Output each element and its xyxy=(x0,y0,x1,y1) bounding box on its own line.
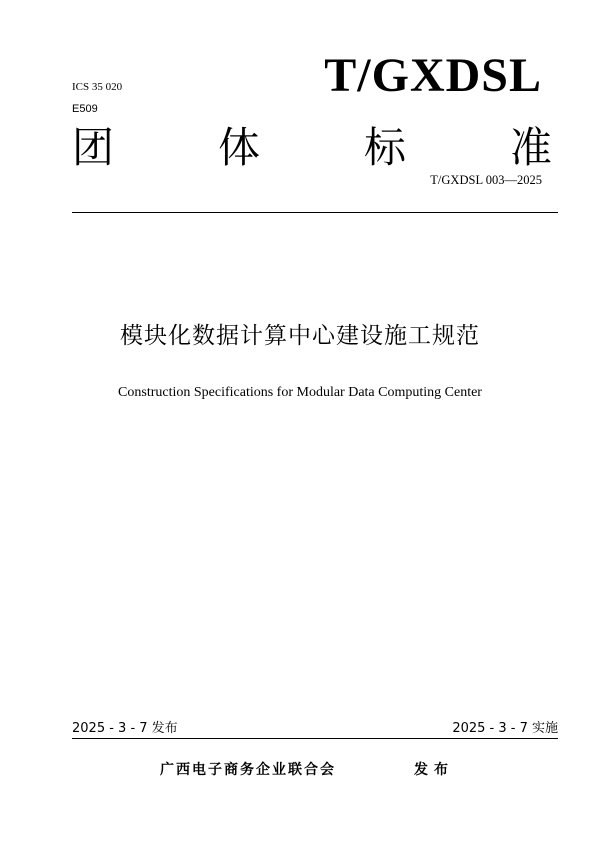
standard-kind-char: 团 xyxy=(72,123,115,172)
standard-kind-char: 体 xyxy=(217,123,260,172)
issuer-name: 广西电子商务企业联合会 xyxy=(160,762,336,778)
standard-kind-char: 标 xyxy=(363,123,406,172)
publish-date: 2025 - 3 - 7 发布 xyxy=(72,721,178,736)
ccs-code: E509 xyxy=(72,103,98,115)
brand-mark: T/GXDSL xyxy=(324,49,542,102)
ics-code: ICS 35 020 xyxy=(72,81,123,93)
footer-divider xyxy=(72,738,558,739)
standard-kind xyxy=(72,124,552,172)
document-title-english: Construction Specifications for Modular Data Computing Center xyxy=(118,385,482,400)
header-divider xyxy=(72,212,558,213)
document-title-chinese: 模块化数据计算中心建设施工规范 xyxy=(120,323,480,349)
standard-kind-char: 准 xyxy=(509,123,552,172)
implement-date: 2025 - 3 - 7 实施 xyxy=(452,721,558,736)
issue-label: 发布 xyxy=(414,762,454,778)
standard-number: T/GXDSL 003—2025 xyxy=(430,173,542,187)
